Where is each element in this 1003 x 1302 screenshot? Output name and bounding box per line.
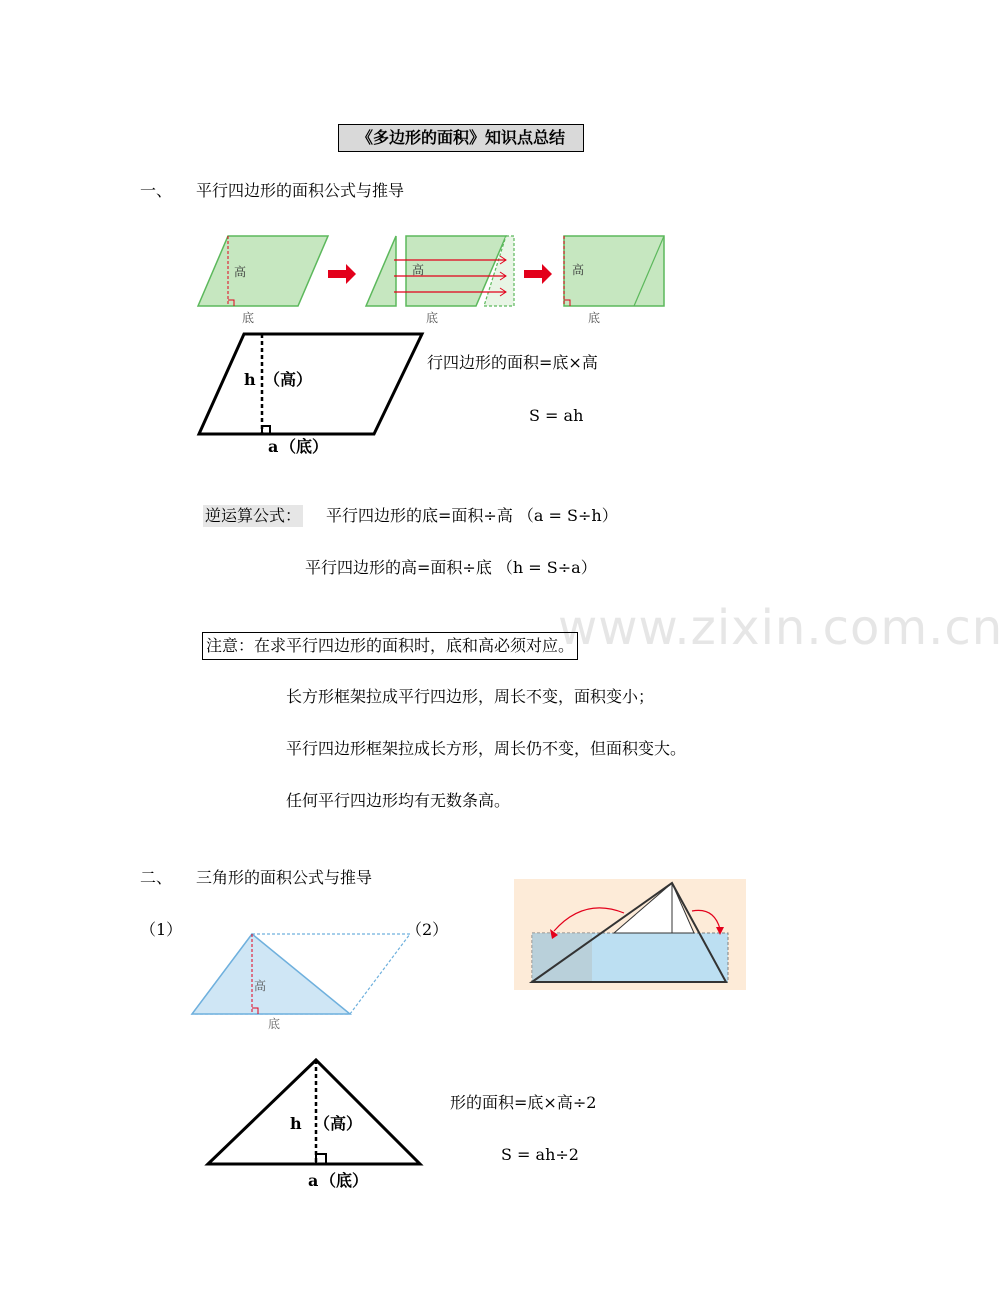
parallelogram-derivation-diagram [190, 228, 680, 328]
svg-text:底: 底 [426, 311, 439, 325]
inverse-base-formula: 平行四边形的底=面积÷高 （a = S÷h） [326, 506, 618, 525]
fact-item: 长方形框架拉成平行四边形，周长不变，面积变小； [286, 687, 655, 706]
diagram-height-label: 高 [234, 265, 247, 279]
svg-text:（底）: （底） [280, 437, 329, 456]
height-label: h [244, 370, 256, 389]
section2-number: 二、 [140, 868, 173, 887]
triangle-area-formula: 形的面积=底×高÷2 [450, 1093, 597, 1112]
svg-text:高: 高 [572, 263, 585, 277]
triangle-figure [204, 1056, 426, 1194]
red-arrow-icon [328, 264, 356, 284]
section1-number: 一、 [140, 181, 173, 200]
fact-item: 任何平行四边形均有无数条高。 [286, 791, 511, 810]
section1-heading: 平行四边形的面积公式与推导 [196, 181, 405, 200]
note-box: 注意：在求平行四边形的面积时，底和高必须对应。 [202, 632, 578, 660]
svg-text:（高）: （高） [264, 370, 313, 389]
triangle-area-symbol: S = ah÷2 [501, 1145, 579, 1164]
sub-label-2: （2） [406, 920, 449, 939]
parallelogram-figure [196, 330, 428, 460]
svg-text:高: 高 [254, 979, 267, 993]
svg-text:（底）: （底） [320, 1171, 369, 1190]
svg-text:高: 高 [412, 263, 425, 277]
triangle-derivation-diagram [186, 928, 426, 1038]
parallelogram-shape [198, 236, 328, 306]
section2-heading: 三角形的面积公式与推导 [196, 868, 373, 887]
svg-text:（高）: （高） [314, 1114, 363, 1133]
inverse-label: 逆运算公式： [205, 506, 302, 525]
fact-item: 平行四边形框架拉成长方形，周长仍不变，但面积变大。 [286, 739, 687, 758]
sub-label-1: （1） [140, 920, 183, 939]
height-label: h [290, 1114, 302, 1133]
triangle-shape [192, 934, 350, 1014]
page-title: 《多边形的面积》知识点总结 [338, 124, 584, 152]
svg-text:底: 底 [268, 1017, 281, 1031]
watermark: www.zixin.com.cn [558, 600, 1003, 656]
svg-text:底: 底 [588, 311, 601, 325]
base-label: a [268, 437, 279, 456]
diagram-base-label: 底 [242, 311, 255, 325]
parallelogram-area-formula: 行四边形的面积=底×高 [427, 353, 598, 372]
base-label: a [308, 1171, 319, 1190]
triangle-fold-diagram [514, 879, 746, 990]
parallelogram-area-symbol: S = ah [529, 406, 584, 425]
inverse-height-formula: 平行四边形的高=面积÷底 （h = S÷a） [305, 558, 597, 577]
red-arrow-icon [524, 264, 552, 284]
